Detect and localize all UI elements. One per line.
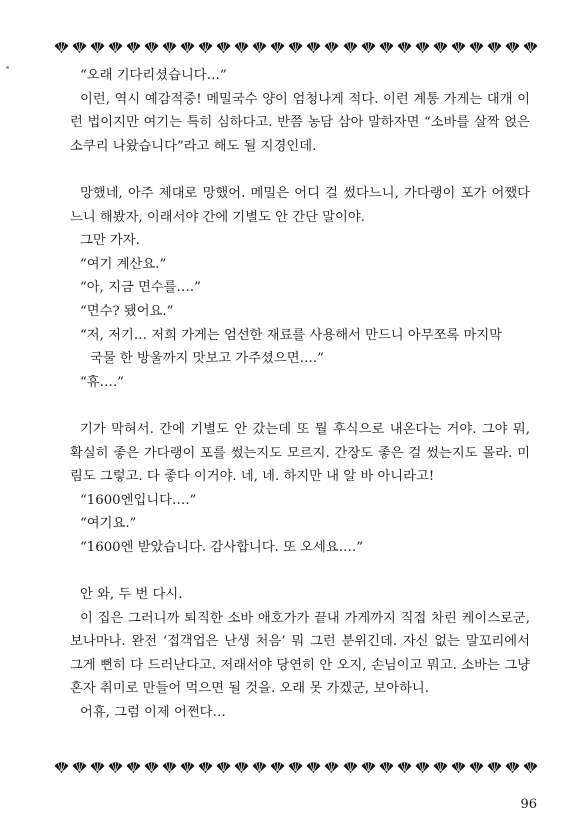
paragraph: 그만 가자. [80,233,140,249]
dialogue-line: “1600엔입니다….” [80,492,197,508]
fan-ornament-icon [306,762,321,773]
fan-ornament-icon [487,42,502,53]
fan-ornament-icon [523,42,538,53]
fan-ornament-icon [126,42,141,53]
fan-ornament-icon [180,42,195,53]
fan-ornament-icon [216,42,231,53]
fan-ornament-icon [361,42,376,53]
fan-ornament-icon [144,762,159,773]
fan-ornament-icon [90,762,105,773]
fan-ornament-icon [343,42,358,53]
dialogue-line: “1600엔 받았습니다. 감사합니다. 또 오세요….” [80,539,363,555]
fan-ornament-icon [234,42,249,53]
fan-ornament-icon [72,42,87,53]
fan-ornament-icon [144,42,159,53]
paragraph: 기가 막혀서. 간에 기별도 안 갔는데 또 뭘 후식으로 내온다는 거야. 그야 뭐, 확실히 좋은 가다랭이 포를 썼는지도 모르지. 간장도 좋은 걸 썼는지도 몰라. 미림도 그렇고. 다 좋다 이거야. 네, 네. 하지만 내 알 바 아니라고! [70,421,530,485]
fan-ornament-icon [397,42,412,53]
paragraph: 안 와, 두 번 다시. [80,587,183,603]
fan-ornament-icon [270,762,285,773]
dialogue-line: “면수? 됐어요.” [80,303,174,319]
fan-ornament-icon [361,762,376,773]
dialogue-line: “여기 계산요.” [80,256,167,272]
fan-ornament-icon [487,762,502,773]
fan-ornament-icon [379,762,394,773]
fan-ornament-icon [54,762,69,773]
fan-ornament-icon [288,42,303,53]
fan-ornament-icon [397,762,412,773]
top-ornament-border [54,40,538,54]
fan-ornament-icon [72,762,87,773]
fan-ornament-icon [415,42,430,53]
fan-ornament-icon [288,762,303,773]
fan-ornament-icon [324,762,339,773]
fan-ornament-icon [523,762,538,773]
fan-ornament-icon [126,762,141,773]
paragraph-gap [70,158,530,182]
dialogue-line: “여기요.” [80,516,137,532]
fan-ornament-icon [343,762,358,773]
dialogue-line: “오래 기다리셨습니다…” [80,68,227,83]
dialogue-line: 국물 한 방울까지 맛보고 가주셨으면….” [90,351,324,367]
fan-ornament-icon [324,42,339,53]
margin-mark [6,66,9,69]
fan-ornament-icon [270,42,285,53]
fan-ornament-icon [108,42,123,53]
fan-ornament-icon [180,762,195,773]
fan-ornament-icon [162,42,177,53]
fan-ornament-icon [252,42,267,53]
fan-ornament-icon [505,762,520,773]
bottom-ornament-border [54,760,538,774]
dialogue-line: “저, 저기… 저희 가게는 엄선한 재료를 사용해서 만드니 아무쪼록 마지막 [80,327,503,343]
paragraph: 망했네, 아주 제대로 망했어. 메밀은 어디 걸 썼다느니, 가다랭이 포가 어쨌다느니 해봤자, 이래서야 간에 기별도 안 간단 말이야. [70,185,530,225]
paragraph-gap [70,559,530,583]
fan-ornament-icon [108,762,123,773]
fan-ornament-icon [469,42,484,53]
fan-ornament-icon [433,762,448,773]
paragraph: 이 집은 그러니까 퇴직한 소바 애호가가 끝내 가게까지 직접 차린 케이스로군, 보나마나. 완전 ‘접객업은 난생 처음’ 뭐 그런 분위긴데. 자신 없는 말꼬리에서 그게 뻔히 다 드러난다고. 저래서야 당연히 안 오지, 손님이고 뭐고. 소바는 그냥 혼자 취미로 만들어 먹으면 될 것을. 오래 못 가겠군, 보아하니. [70,610,530,697]
fan-ornament-icon [198,762,213,773]
fan-ornament-icon [198,42,213,53]
fan-ornament-icon [379,42,394,53]
fan-ornament-icon [216,762,231,773]
fan-ornament-icon [234,762,249,773]
fan-ornament-icon [90,42,105,53]
paragraph-gap [70,394,530,418]
page-number: 96 [520,797,537,812]
fan-ornament-icon [451,42,466,53]
fan-ornament-icon [54,42,69,53]
fan-ornament-icon [252,762,267,773]
paragraph: 이런, 역시 예감적중! 메밀국수 양이 엄청나게 적다. 이런 계통 가게는 대개 이런 법이지만 여기는 특히 심하다고. 반쯤 농담 삼아 말하자면 “소바를 살짝 얹은 소쿠리 나왔습니다”라고 해도 될 지경인데. [70,91,530,154]
fan-ornament-icon [469,762,484,773]
fan-ornament-icon [433,42,448,53]
body-text [70,64,530,725]
fan-ornament-icon [162,762,177,773]
fan-ornament-icon [415,762,430,773]
dialogue-line: “아, 지금 면수를….” [80,280,201,296]
dialogue-line: “휴….” [80,374,124,390]
fan-ornament-icon [451,762,466,773]
fan-ornament-icon [306,42,321,53]
fan-ornament-icon [505,42,520,53]
paragraph: 어휴, 그럼 이제 어쩐다… [80,705,226,721]
